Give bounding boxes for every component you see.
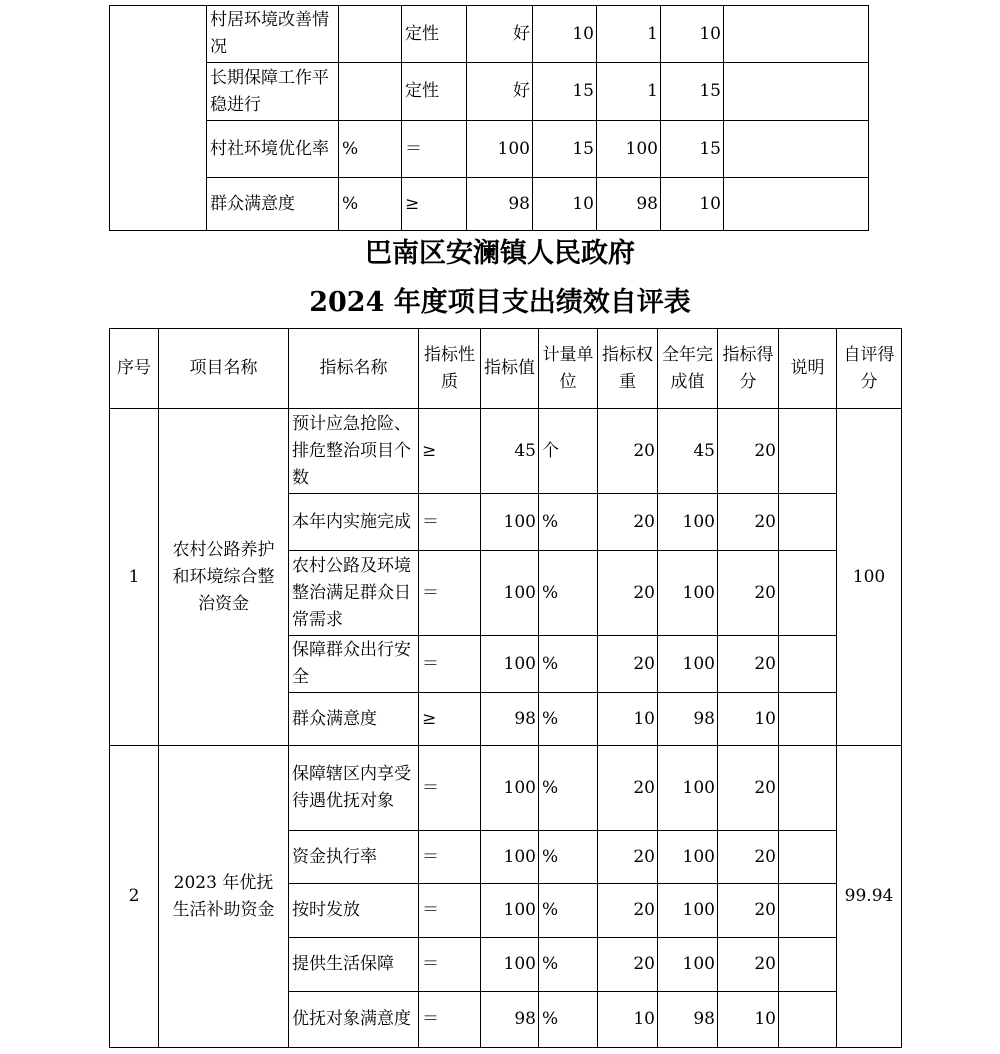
indicator-cell: 本年内实施完成	[289, 494, 419, 551]
indicator-cell: 村社环境优化率	[207, 121, 339, 178]
score-cell: 10	[661, 6, 724, 63]
target-cell: 100	[481, 636, 539, 693]
target-cell: 98	[467, 178, 533, 231]
score-cell: 20	[718, 831, 779, 884]
nature-cell: ＝	[419, 992, 481, 1048]
indicator-cell: 资金执行率	[289, 831, 419, 884]
score-cell: 20	[718, 409, 779, 494]
table-row	[110, 121, 869, 178]
score-cell: 15	[661, 121, 724, 178]
target-cell: 100	[481, 884, 539, 938]
nature-cell: ＝	[419, 636, 481, 693]
note-cell	[779, 938, 837, 992]
score-cell: 10	[661, 178, 724, 231]
actual-cell: 98	[658, 992, 718, 1048]
nature-cell: 定性	[402, 6, 467, 63]
actual-cell: 98	[597, 178, 661, 231]
table-row	[110, 6, 869, 63]
nature-cell: ＝	[402, 121, 467, 178]
unit-cell: %	[539, 494, 598, 551]
header-seq: 序号	[110, 329, 159, 409]
weight-cell: 20	[598, 831, 658, 884]
nature-cell: ＝	[419, 746, 481, 831]
score-cell: 10	[718, 992, 779, 1048]
self-score-cell: 99.94	[837, 746, 902, 1048]
weight-cell: 15	[533, 121, 597, 178]
actual-cell: 98	[658, 693, 718, 746]
target-cell: 100	[481, 831, 539, 884]
unit-cell	[339, 63, 402, 121]
indicator-cell: 提供生活保障	[289, 938, 419, 992]
self-score-cell: 100	[837, 409, 902, 746]
target-cell: 好	[467, 6, 533, 63]
weight-cell: 10	[533, 178, 597, 231]
header-note: 说明	[779, 329, 837, 409]
nature-cell: ≥	[419, 693, 481, 746]
weight-cell: 20	[598, 746, 658, 831]
actual-cell: 100	[597, 121, 661, 178]
seq-cell: 2	[110, 746, 159, 1048]
header-target: 指标值	[481, 329, 539, 409]
unit-cell: %	[539, 938, 598, 992]
nature-cell: ＝	[419, 884, 481, 938]
note-cell	[779, 831, 837, 884]
target-cell: 100	[481, 938, 539, 992]
note-cell	[779, 636, 837, 693]
target-cell: 100	[481, 551, 539, 636]
actual-cell: 1	[597, 6, 661, 63]
table-row	[110, 63, 869, 121]
org-title: 巴南区安澜镇人民政府	[365, 238, 635, 269]
header-project: 项目名称	[159, 329, 289, 409]
table-row	[110, 409, 902, 494]
merged-blank-cell	[110, 6, 207, 231]
unit-cell: %	[539, 831, 598, 884]
indicator-cell: 优抚对象满意度	[289, 992, 419, 1048]
nature-cell: 定性	[402, 63, 467, 121]
indicator-cell: 群众满意度	[289, 693, 419, 746]
score-cell: 20	[718, 494, 779, 551]
score-cell: 10	[718, 693, 779, 746]
header-weight: 指标权重	[598, 329, 658, 409]
target-cell: 100	[467, 121, 533, 178]
self-evaluation-table	[109, 328, 902, 1048]
note-cell	[724, 121, 869, 178]
table-row	[110, 746, 902, 831]
score-cell: 20	[718, 636, 779, 693]
header-score: 指标得分	[718, 329, 779, 409]
note-cell	[779, 551, 837, 636]
target-cell: 45	[481, 409, 539, 494]
header-unit: 计量单位	[539, 329, 598, 409]
weight-cell: 10	[598, 693, 658, 746]
nature-cell: ＝	[419, 494, 481, 551]
actual-cell: 100	[658, 551, 718, 636]
note-cell	[779, 409, 837, 494]
indicator-cell: 农村公路及环境整治满足群众日常需求	[289, 551, 419, 636]
score-cell: 20	[718, 884, 779, 938]
form-title: 2024 年度项目支出绩效自评表	[309, 287, 691, 318]
actual-cell: 45	[658, 409, 718, 494]
header-actual: 全年完成值	[658, 329, 718, 409]
unit-cell: 个	[539, 409, 598, 494]
unit-cell: %	[539, 636, 598, 693]
actual-cell: 100	[658, 884, 718, 938]
table-row	[110, 178, 869, 231]
unit-cell: %	[539, 746, 598, 831]
header-self-score: 自评得分	[837, 329, 902, 409]
header-indicator: 指标名称	[289, 329, 419, 409]
indicator-cell: 预计应急抢险、排危整治项目个数	[289, 409, 419, 494]
header-row	[110, 329, 902, 409]
actual-cell: 100	[658, 494, 718, 551]
continuation-table	[109, 5, 869, 231]
note-cell	[779, 746, 837, 831]
target-cell: 好	[467, 63, 533, 121]
actual-cell: 1	[597, 63, 661, 121]
weight-cell: 20	[598, 551, 658, 636]
indicator-cell: 村居环境改善情况	[207, 6, 339, 63]
actual-cell: 100	[658, 938, 718, 992]
nature-cell: ≥	[419, 409, 481, 494]
note-cell	[724, 178, 869, 231]
weight-cell: 10	[598, 992, 658, 1048]
unit-cell: %	[539, 992, 598, 1048]
unit-cell: %	[539, 693, 598, 746]
nature-cell: ＝	[419, 831, 481, 884]
actual-cell: 100	[658, 746, 718, 831]
unit-cell	[339, 6, 402, 63]
target-cell: 100	[481, 494, 539, 551]
note-cell	[779, 884, 837, 938]
header-nature: 指标性质	[419, 329, 481, 409]
seq-cell: 1	[110, 409, 159, 746]
note-cell	[724, 63, 869, 121]
note-cell	[779, 992, 837, 1048]
actual-cell: 100	[658, 831, 718, 884]
project-name-cell: 2023 年优抚生活补助资金	[159, 746, 289, 1048]
weight-cell: 15	[533, 63, 597, 121]
nature-cell: ＝	[419, 938, 481, 992]
score-cell: 15	[661, 63, 724, 121]
note-cell	[779, 494, 837, 551]
weight-cell: 20	[598, 884, 658, 938]
unit-cell: %	[539, 551, 598, 636]
score-cell: 20	[718, 746, 779, 831]
weight-cell: 20	[598, 636, 658, 693]
nature-cell: ＝	[419, 551, 481, 636]
note-cell	[779, 693, 837, 746]
unit-cell: %	[339, 121, 402, 178]
indicator-cell: 保障辖区内享受待遇优抚对象	[289, 746, 419, 831]
note-cell	[724, 6, 869, 63]
score-cell: 20	[718, 938, 779, 992]
actual-cell: 100	[658, 636, 718, 693]
indicator-cell: 群众满意度	[207, 178, 339, 231]
project-name-cell: 农村公路养护和环境综合整治资金	[159, 409, 289, 746]
indicator-cell: 长期保障工作平稳进行	[207, 63, 339, 121]
weight-cell: 20	[598, 938, 658, 992]
unit-cell: %	[539, 884, 598, 938]
target-cell: 98	[481, 992, 539, 1048]
indicator-cell: 按时发放	[289, 884, 419, 938]
target-cell: 100	[481, 746, 539, 831]
weight-cell: 20	[598, 409, 658, 494]
unit-cell: %	[339, 178, 402, 231]
indicator-cell: 保障群众出行安全	[289, 636, 419, 693]
score-cell: 20	[718, 551, 779, 636]
weight-cell: 20	[598, 494, 658, 551]
nature-cell: ≥	[402, 178, 467, 231]
weight-cell: 10	[533, 6, 597, 63]
target-cell: 98	[481, 693, 539, 746]
